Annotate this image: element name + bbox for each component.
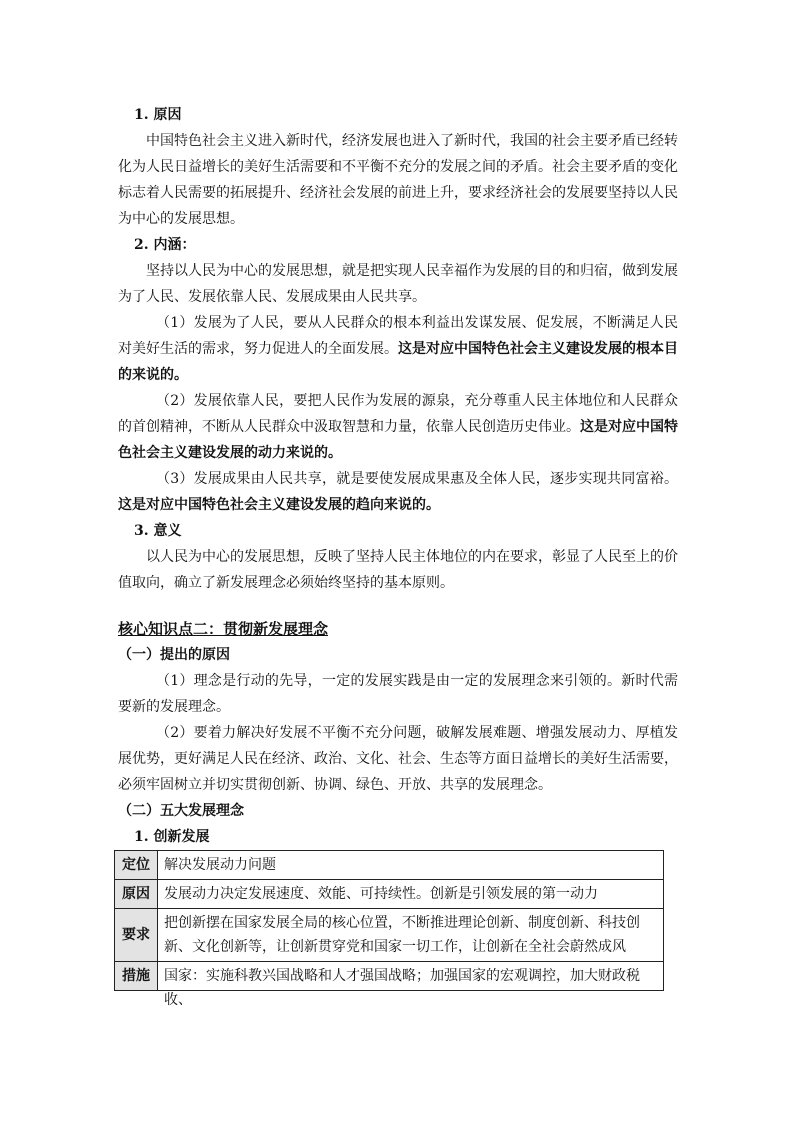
table-key-cell: 措施 xyxy=(115,962,158,991)
subheading-five-concepts: （二）五大发展理念 xyxy=(118,803,244,819)
item-3-text: （3）发展成果由人民共享，就是要使发展成果惠及全体人民，逐步实现共同富裕。 xyxy=(156,471,678,487)
document-content xyxy=(118,102,678,1008)
subheading-reasons: （一）提出的原因 xyxy=(118,647,230,663)
paragraph-item-1 xyxy=(118,310,678,388)
table-key-cell: 定位 xyxy=(115,851,158,880)
heading-innovation: 1. 创新发展 xyxy=(134,829,210,845)
section-spacer xyxy=(118,596,678,616)
paragraph-reason: 中国特色社会主义进入新时代，经济发展也进入了新时代，我国的社会主要矛盾已经转化为人民日益增长的美好生活需要和不平衡不充分的发展之间的矛盾。社会主要矛盾的变化标志着人民需要的拓展提升、经济社会发展的前进上升，要求经济社会的发展要坚持以人民为中心的发展思想。 xyxy=(118,133,678,227)
table-key-cell: 原因 xyxy=(115,880,158,909)
heading-reason: 1. 原因 xyxy=(134,107,182,123)
table-row xyxy=(115,909,664,962)
heading-significance: 3. 意义 xyxy=(134,523,182,539)
table-value-cell: 解决发展动力问题 xyxy=(158,851,664,880)
paragraph-meaning: 坚持以人民为中心的发展思想，就是把实现人民幸福作为发展的目的和归宿，做到发展为了人民、发展依靠人民、发展成果由人民共享。 xyxy=(118,263,678,305)
table-value-cell: 发展动力决定发展速度、效能、可持续性。创新是引领发展的第一动力 xyxy=(158,880,664,909)
paragraph-significance: 以人民为中心的发展思想，反映了坚持人民主体地位的内在要求，彰显了人民至上的价值取向，确立了新发展理念必须始终坚持的基本原则。 xyxy=(118,549,678,591)
table-row xyxy=(115,880,664,909)
table-value-truncated: 国家：实施科教兴国战略和人才强国战略；加强国家的宏观调控，加大财政税收、 xyxy=(164,968,640,1008)
item-1-text: （1）发展为了人民，要从人民群众的根本利益出发谋发展、促发展，不断满足人民对美好生活的需求，努力促进人的全面发展。 xyxy=(118,315,678,357)
item-1-bold: 这是对应中国特色社会主义建设发展的根本目的来说的。 xyxy=(118,341,678,383)
paragraph-item-3 xyxy=(118,466,678,518)
heading-meaning: 2. 内涵： xyxy=(134,237,196,253)
item-2-text: （2）发展依靠人民，要把人民作为发展的源泉，充分尊重人民主体地位和人民群众的首创精神，不断从人民群众中汲取智慧和力量，依靠人民创造历史伟业。 xyxy=(118,393,678,435)
table-value-cell: 把创新摆在国家发展全局的核心位置，不断推进理论创新、制度创新、科技创新、文化创新等，让创新贯穿党和国家一切工作，让创新在全社会蔚然成风 xyxy=(158,909,664,962)
paragraph-item-2 xyxy=(118,388,678,466)
table-row xyxy=(115,851,664,880)
paragraph-sub1-item-2: （2）要着力解决好发展不平衡不充分问题，破解发展难题、增强发展动力、厚植发展优势，更好满足人民在经济、政治、文化、社会、生态等方面日益增长的美好生活需要，必须牢固树立并切实贯彻创新、协调、绿色、开放、共享的发展理念。 xyxy=(118,725,678,793)
item-3-bold: 这是对应中国特色社会主义建设发展的趋向来说的。 xyxy=(118,497,440,513)
table-value-cell xyxy=(158,962,664,1008)
table-key-cell: 要求 xyxy=(115,909,158,962)
paragraph-sub1-item-1: （1）理念是行动的先导，一定的发展实践是由一定的发展理念来引领的。新时代需要新的发展理念。 xyxy=(118,673,678,715)
section-title-core-2: 核心知识点二：贯彻新发展理念 xyxy=(118,620,329,638)
item-2-bold: 这是对应中国特色社会主义建设发展的动力来说的。 xyxy=(118,419,678,461)
innovation-table xyxy=(114,850,664,1008)
table-row xyxy=(115,962,664,991)
